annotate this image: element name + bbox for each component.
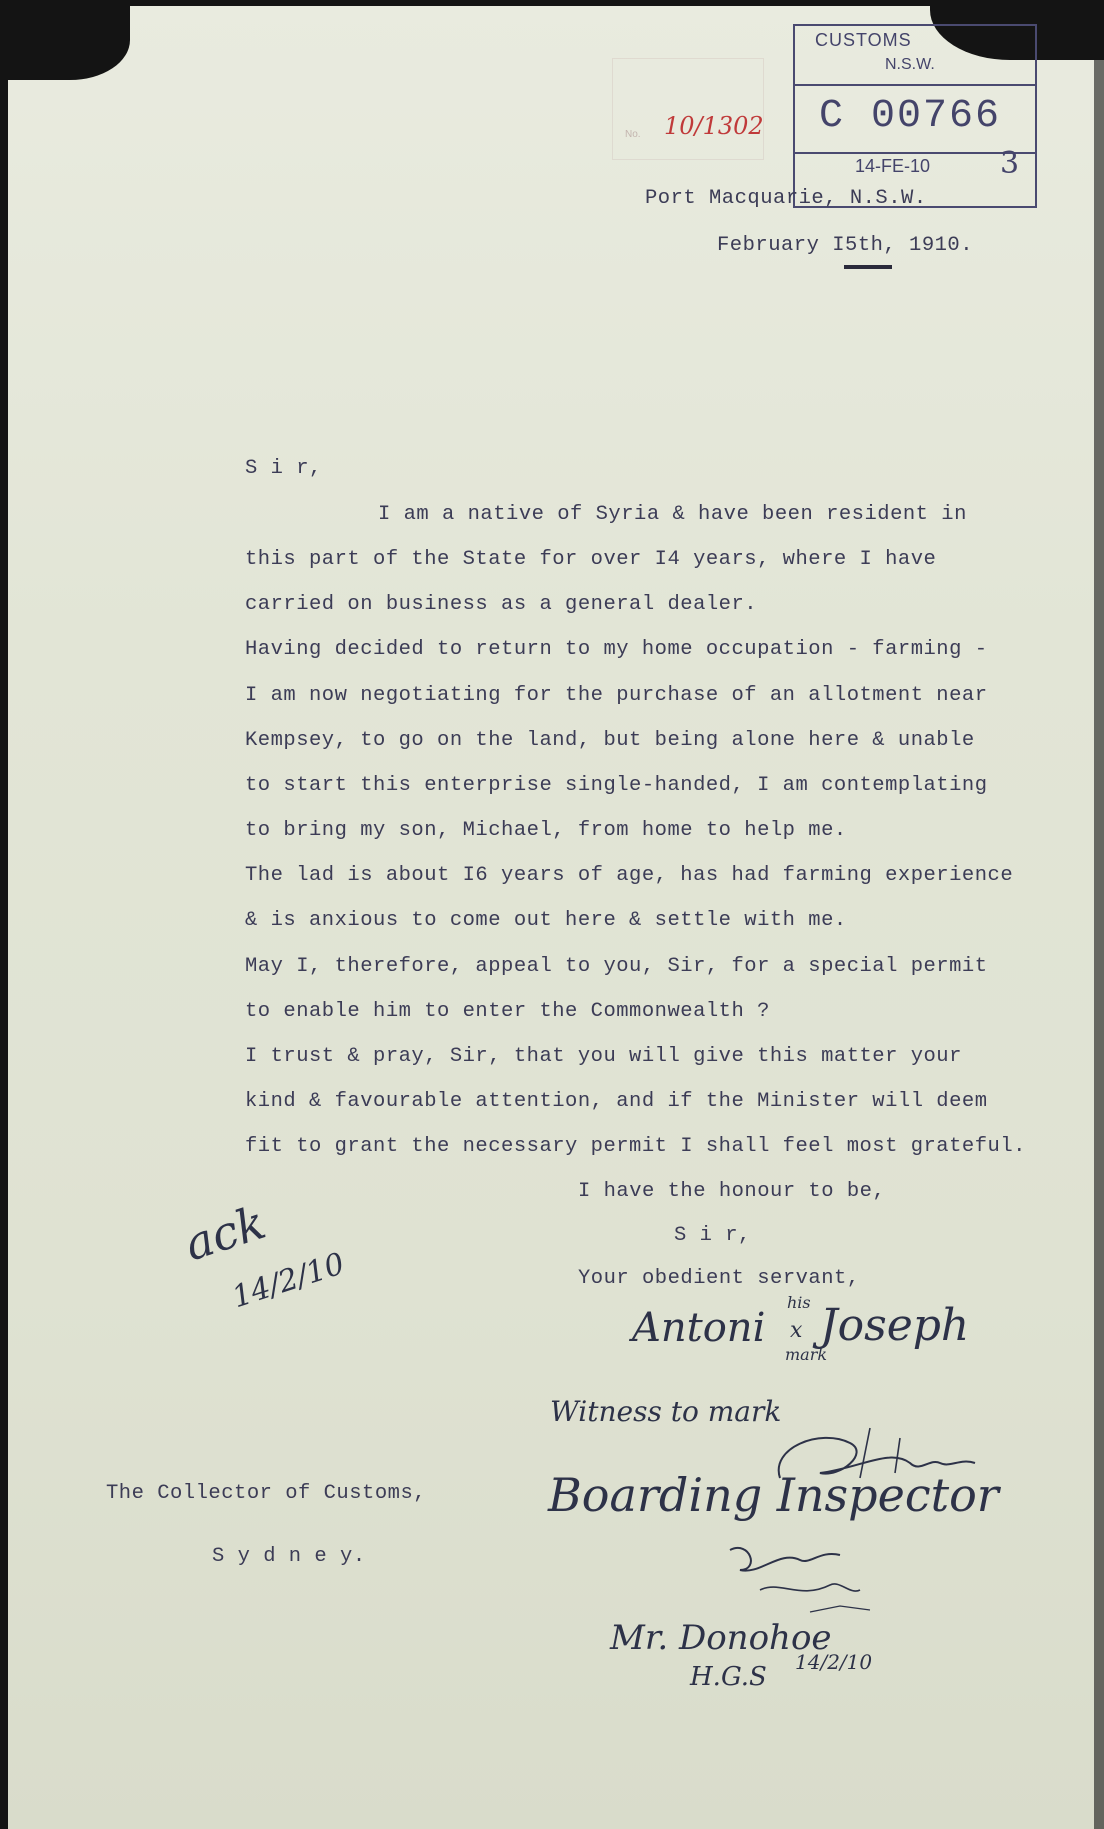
signature-cross: x <box>790 1318 803 1343</box>
stamp-divider <box>795 152 1035 154</box>
body-line: fit to grant the necessary permit I shall feel most grateful. <box>245 1135 1026 1158</box>
stamp-divider <box>795 84 1035 86</box>
annotation-mr-donohoe: Mr. Donohoe <box>610 1618 832 1658</box>
addressee-title: The Collector of Customs, <box>106 1482 427 1505</box>
stamp-state: N.S.W. <box>885 56 935 73</box>
left-edge-shadow <box>0 80 8 1829</box>
annotation-date: 14/2/10 <box>795 1650 873 1674</box>
date-underline <box>844 265 892 269</box>
faint-received-stamp <box>612 58 764 160</box>
body-line: May I, therefore, appeal to you, Sir, for a special permit <box>245 955 988 978</box>
body-line: The lad is about I6 years of age, has had farming experience <box>245 864 1014 887</box>
torn-corner-top-left <box>0 0 130 80</box>
body-line: kind & favourable attention, and if the Minister will deem <box>245 1090 988 1113</box>
body-line: to start this enterprise single-handed, I am contemplating <box>245 774 988 797</box>
signature-his: his <box>787 1293 811 1312</box>
letter-place: Port Macquarie, N.S.W. <box>645 187 927 210</box>
signature-mark: mark <box>785 1345 828 1364</box>
ack-note: ack <box>178 1194 272 1272</box>
stamp-handwritten-digit: 3 <box>1000 146 1020 181</box>
salutation: S i r, <box>245 457 322 480</box>
inspector-initials-scrawl <box>720 1520 880 1620</box>
handwritten-reference-number: 10/1302 <box>664 112 764 140</box>
stamp-date: 14-FE-10 <box>855 156 931 176</box>
body-line: I trust & pray, Sir, that you will give this matter your <box>245 1045 962 1068</box>
closing-salutation: S i r, <box>674 1224 751 1247</box>
signature-first-name: Antoni <box>632 1305 766 1351</box>
body-line: carried on business as a general dealer. <box>245 593 758 616</box>
stamp-department: CUSTOMS <box>815 30 912 50</box>
annotation-initials: H.G.S <box>690 1662 767 1692</box>
addressee-city: S y d n e y. <box>212 1545 366 1568</box>
witness-label: Witness to mark <box>550 1395 782 1428</box>
witness-role: Boarding Inspector <box>548 1468 999 1522</box>
body-line: I am a native of Syria & have been resident in <box>378 503 967 526</box>
stamp-number: C 00766 <box>819 94 1002 139</box>
closing-servant: Your obedient servant, <box>578 1267 860 1290</box>
body-line: Kempsey, to go on the land, but being alone here & unable <box>245 729 975 752</box>
ack-note-date: 14/2/10 <box>228 1246 349 1316</box>
closing-line: I have the honour to be, <box>578 1180 886 1203</box>
body-line: to enable him to enter the Commonwealth ? <box>245 1000 770 1023</box>
letter-date: February I5th, 1910. <box>717 234 974 257</box>
body-line: & is anxious to come out here & settle with me. <box>245 909 847 932</box>
body-line: I am now negotiating for the purchase of an allotment near <box>245 684 988 707</box>
faint-stamp-text: No. <box>625 129 641 140</box>
body-line: Having decided to return to my home occupation - farming - <box>245 638 988 661</box>
body-line: to bring my son, Michael, from home to help me. <box>245 819 847 842</box>
signature-surname: Joseph <box>820 1300 970 1351</box>
right-edge-shadow <box>1094 0 1104 1829</box>
customs-stamp <box>793 24 1037 208</box>
body-line: this part of the State for over I4 years, where I have <box>245 548 937 571</box>
